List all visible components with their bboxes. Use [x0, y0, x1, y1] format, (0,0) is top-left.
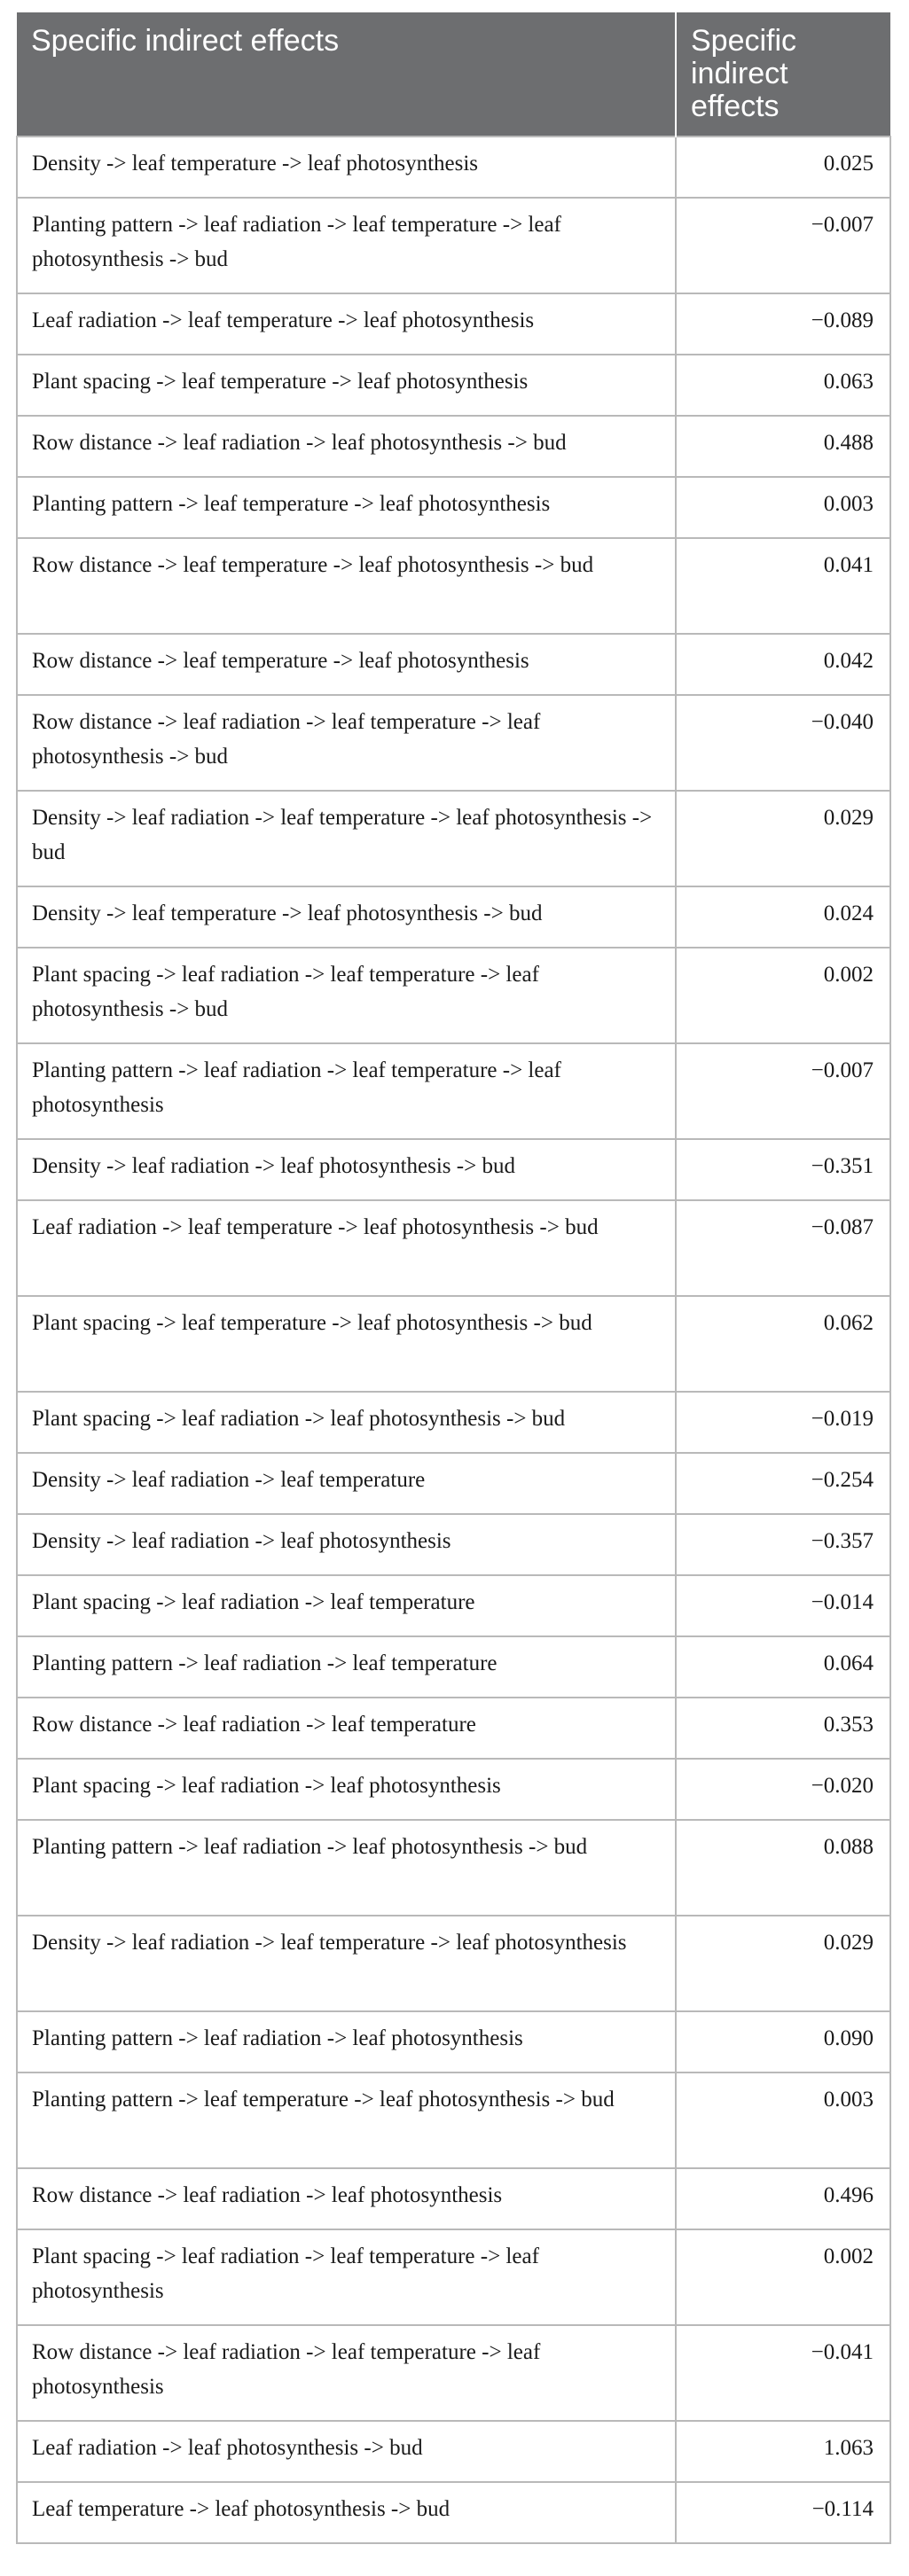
effect-path-cell: Density -> leaf radiation -> leaf photosynthesis [17, 1514, 676, 1575]
effect-value-cell: 0.003 [676, 477, 890, 538]
effect-value-cell: −0.007 [676, 198, 890, 293]
effect-path-cell: Planting pattern -> leaf radiation -> leaf temperature -> leaf photosynthesis -> bud [17, 198, 676, 293]
table-row [17, 2325, 890, 2421]
effect-value-cell: 0.002 [676, 948, 890, 1043]
effect-path-cell: Leaf radiation -> leaf temperature -> leaf photosynthesis -> bud [17, 1200, 676, 1296]
effect-path-cell: Planting pattern -> leaf temperature -> leaf photosynthesis [17, 477, 676, 538]
effect-path-cell: Plant spacing -> leaf radiation -> leaf temperature -> leaf photosynthesis -> bud [17, 948, 676, 1043]
effect-path-cell: Row distance -> leaf radiation -> leaf photosynthesis -> bud [17, 416, 676, 477]
effect-path-cell: Leaf temperature -> leaf photosynthesis -> bud [17, 2482, 676, 2543]
effect-value-cell: 0.063 [676, 355, 890, 416]
effect-path-cell: Row distance -> leaf temperature -> leaf photosynthesis -> bud [17, 538, 676, 634]
table-row [17, 695, 890, 791]
effect-value-cell: −0.014 [676, 1575, 890, 1636]
effect-value-cell: −0.254 [676, 1453, 890, 1514]
effect-path-cell: Plant spacing -> leaf radiation -> leaf temperature [17, 1575, 676, 1636]
effect-path-cell: Plant spacing -> leaf radiation -> leaf temperature -> leaf photosynthesis [17, 2229, 676, 2325]
table-row [17, 1453, 890, 1514]
effect-value-cell: −0.019 [676, 1392, 890, 1453]
table-row [17, 416, 890, 477]
table-row [17, 538, 890, 634]
table-row [17, 1759, 890, 1820]
effect-path-cell: Density -> leaf radiation -> leaf temperature -> leaf photosynthesis -> bud [17, 791, 676, 886]
table-row [17, 1200, 890, 1296]
table-body [17, 137, 890, 2543]
effect-value-cell: 0.025 [676, 137, 890, 198]
effect-path-cell: Row distance -> leaf radiation -> leaf temperature -> leaf photosynthesis -> bud [17, 695, 676, 791]
effect-value-cell: 0.090 [676, 2011, 890, 2073]
effect-value-cell: 0.064 [676, 1636, 890, 1698]
effect-path-cell: Planting pattern -> leaf radiation -> leaf temperature [17, 1636, 676, 1698]
table-row [17, 1575, 890, 1636]
effect-value-cell: 0.353 [676, 1698, 890, 1759]
effect-path-cell: Plant spacing -> leaf temperature -> leaf photosynthesis [17, 355, 676, 416]
effect-value-cell: −0.114 [676, 2482, 890, 2543]
effect-path-cell: Row distance -> leaf temperature -> leaf photosynthesis [17, 634, 676, 695]
table-row [17, 1392, 890, 1453]
table-row [17, 2168, 890, 2229]
effect-path-cell: Row distance -> leaf radiation -> leaf temperature [17, 1698, 676, 1759]
header-row [17, 12, 890, 137]
effect-value-cell: −0.087 [676, 1200, 890, 1296]
table-row [17, 634, 890, 695]
table-row [17, 1139, 890, 1200]
effect-value-cell: 0.029 [676, 791, 890, 886]
effect-path-cell: Plant spacing -> leaf radiation -> leaf photosynthesis -> bud [17, 1392, 676, 1453]
effect-value-cell: 0.041 [676, 538, 890, 634]
effect-value-cell: −0.351 [676, 1139, 890, 1200]
table-row [17, 2073, 890, 2168]
table-row [17, 886, 890, 948]
table-row [17, 477, 890, 538]
effect-value-cell: 0.496 [676, 2168, 890, 2229]
effect-value-cell: −0.089 [676, 293, 890, 355]
table-row [17, 791, 890, 886]
table-row [17, 1698, 890, 1759]
table-row [17, 137, 890, 198]
table-row [17, 1916, 890, 2011]
table-row [17, 2011, 890, 2073]
effect-path-cell: Row distance -> leaf radiation -> leaf photosynthesis [17, 2168, 676, 2229]
effect-path-cell: Plant spacing -> leaf radiation -> leaf photosynthesis [17, 1759, 676, 1820]
table-header [17, 12, 890, 137]
effect-path-cell: Density -> leaf radiation -> leaf photosynthesis -> bud [17, 1139, 676, 1200]
table-row [17, 1636, 890, 1698]
table-row [17, 1043, 890, 1139]
effect-value-cell: 0.003 [676, 2073, 890, 2168]
table-row [17, 355, 890, 416]
table-row [17, 1296, 890, 1392]
effect-path-cell: Leaf radiation -> leaf photosynthesis -> bud [17, 2421, 676, 2482]
effect-value-cell: 0.024 [676, 886, 890, 948]
effects-table-container [16, 12, 889, 2544]
effect-path-cell: Density -> leaf temperature -> leaf photosynthesis -> bud [17, 886, 676, 948]
effect-value-cell: 0.088 [676, 1820, 890, 1916]
table-row [17, 1820, 890, 1916]
table-row [17, 2229, 890, 2325]
effect-value-cell: −0.040 [676, 695, 890, 791]
effect-path-cell: Row distance -> leaf radiation -> leaf temperature -> leaf photosynthesis [17, 2325, 676, 2421]
effect-value-cell: 0.488 [676, 416, 890, 477]
table-row [17, 1514, 890, 1575]
header-value: Specific indirect effects [676, 12, 890, 137]
table-row [17, 2421, 890, 2482]
table-row [17, 198, 890, 293]
effect-value-cell: 0.002 [676, 2229, 890, 2325]
table-row [17, 293, 890, 355]
effect-path-cell: Planting pattern -> leaf radiation -> leaf photosynthesis -> bud [17, 1820, 676, 1916]
effect-path-cell: Planting pattern -> leaf temperature -> leaf photosynthesis -> bud [17, 2073, 676, 2168]
effect-path-cell: Leaf radiation -> leaf temperature -> leaf photosynthesis [17, 293, 676, 355]
table-row [17, 948, 890, 1043]
header-path: Specific indirect effects [17, 12, 676, 137]
effect-value-cell: −0.020 [676, 1759, 890, 1820]
effect-value-cell: 0.029 [676, 1916, 890, 2011]
effect-path-cell: Density -> leaf radiation -> leaf temperature [17, 1453, 676, 1514]
effect-path-cell: Plant spacing -> leaf temperature -> leaf photosynthesis -> bud [17, 1296, 676, 1392]
effect-value-cell: 0.062 [676, 1296, 890, 1392]
indirect-effects-table [16, 12, 891, 2544]
table-row [17, 2482, 890, 2543]
effect-value-cell: −0.007 [676, 1043, 890, 1139]
effect-value-cell: 1.063 [676, 2421, 890, 2482]
effect-path-cell: Planting pattern -> leaf radiation -> leaf photosynthesis [17, 2011, 676, 2073]
effect-path-cell: Density -> leaf radiation -> leaf temperature -> leaf photosynthesis [17, 1916, 676, 2011]
effect-value-cell: 0.042 [676, 634, 890, 695]
effect-value-cell: −0.041 [676, 2325, 890, 2421]
effect-path-cell: Density -> leaf temperature -> leaf photosynthesis [17, 137, 676, 198]
effect-path-cell: Planting pattern -> leaf radiation -> leaf temperature -> leaf photosynthesis [17, 1043, 676, 1139]
effect-value-cell: −0.357 [676, 1514, 890, 1575]
